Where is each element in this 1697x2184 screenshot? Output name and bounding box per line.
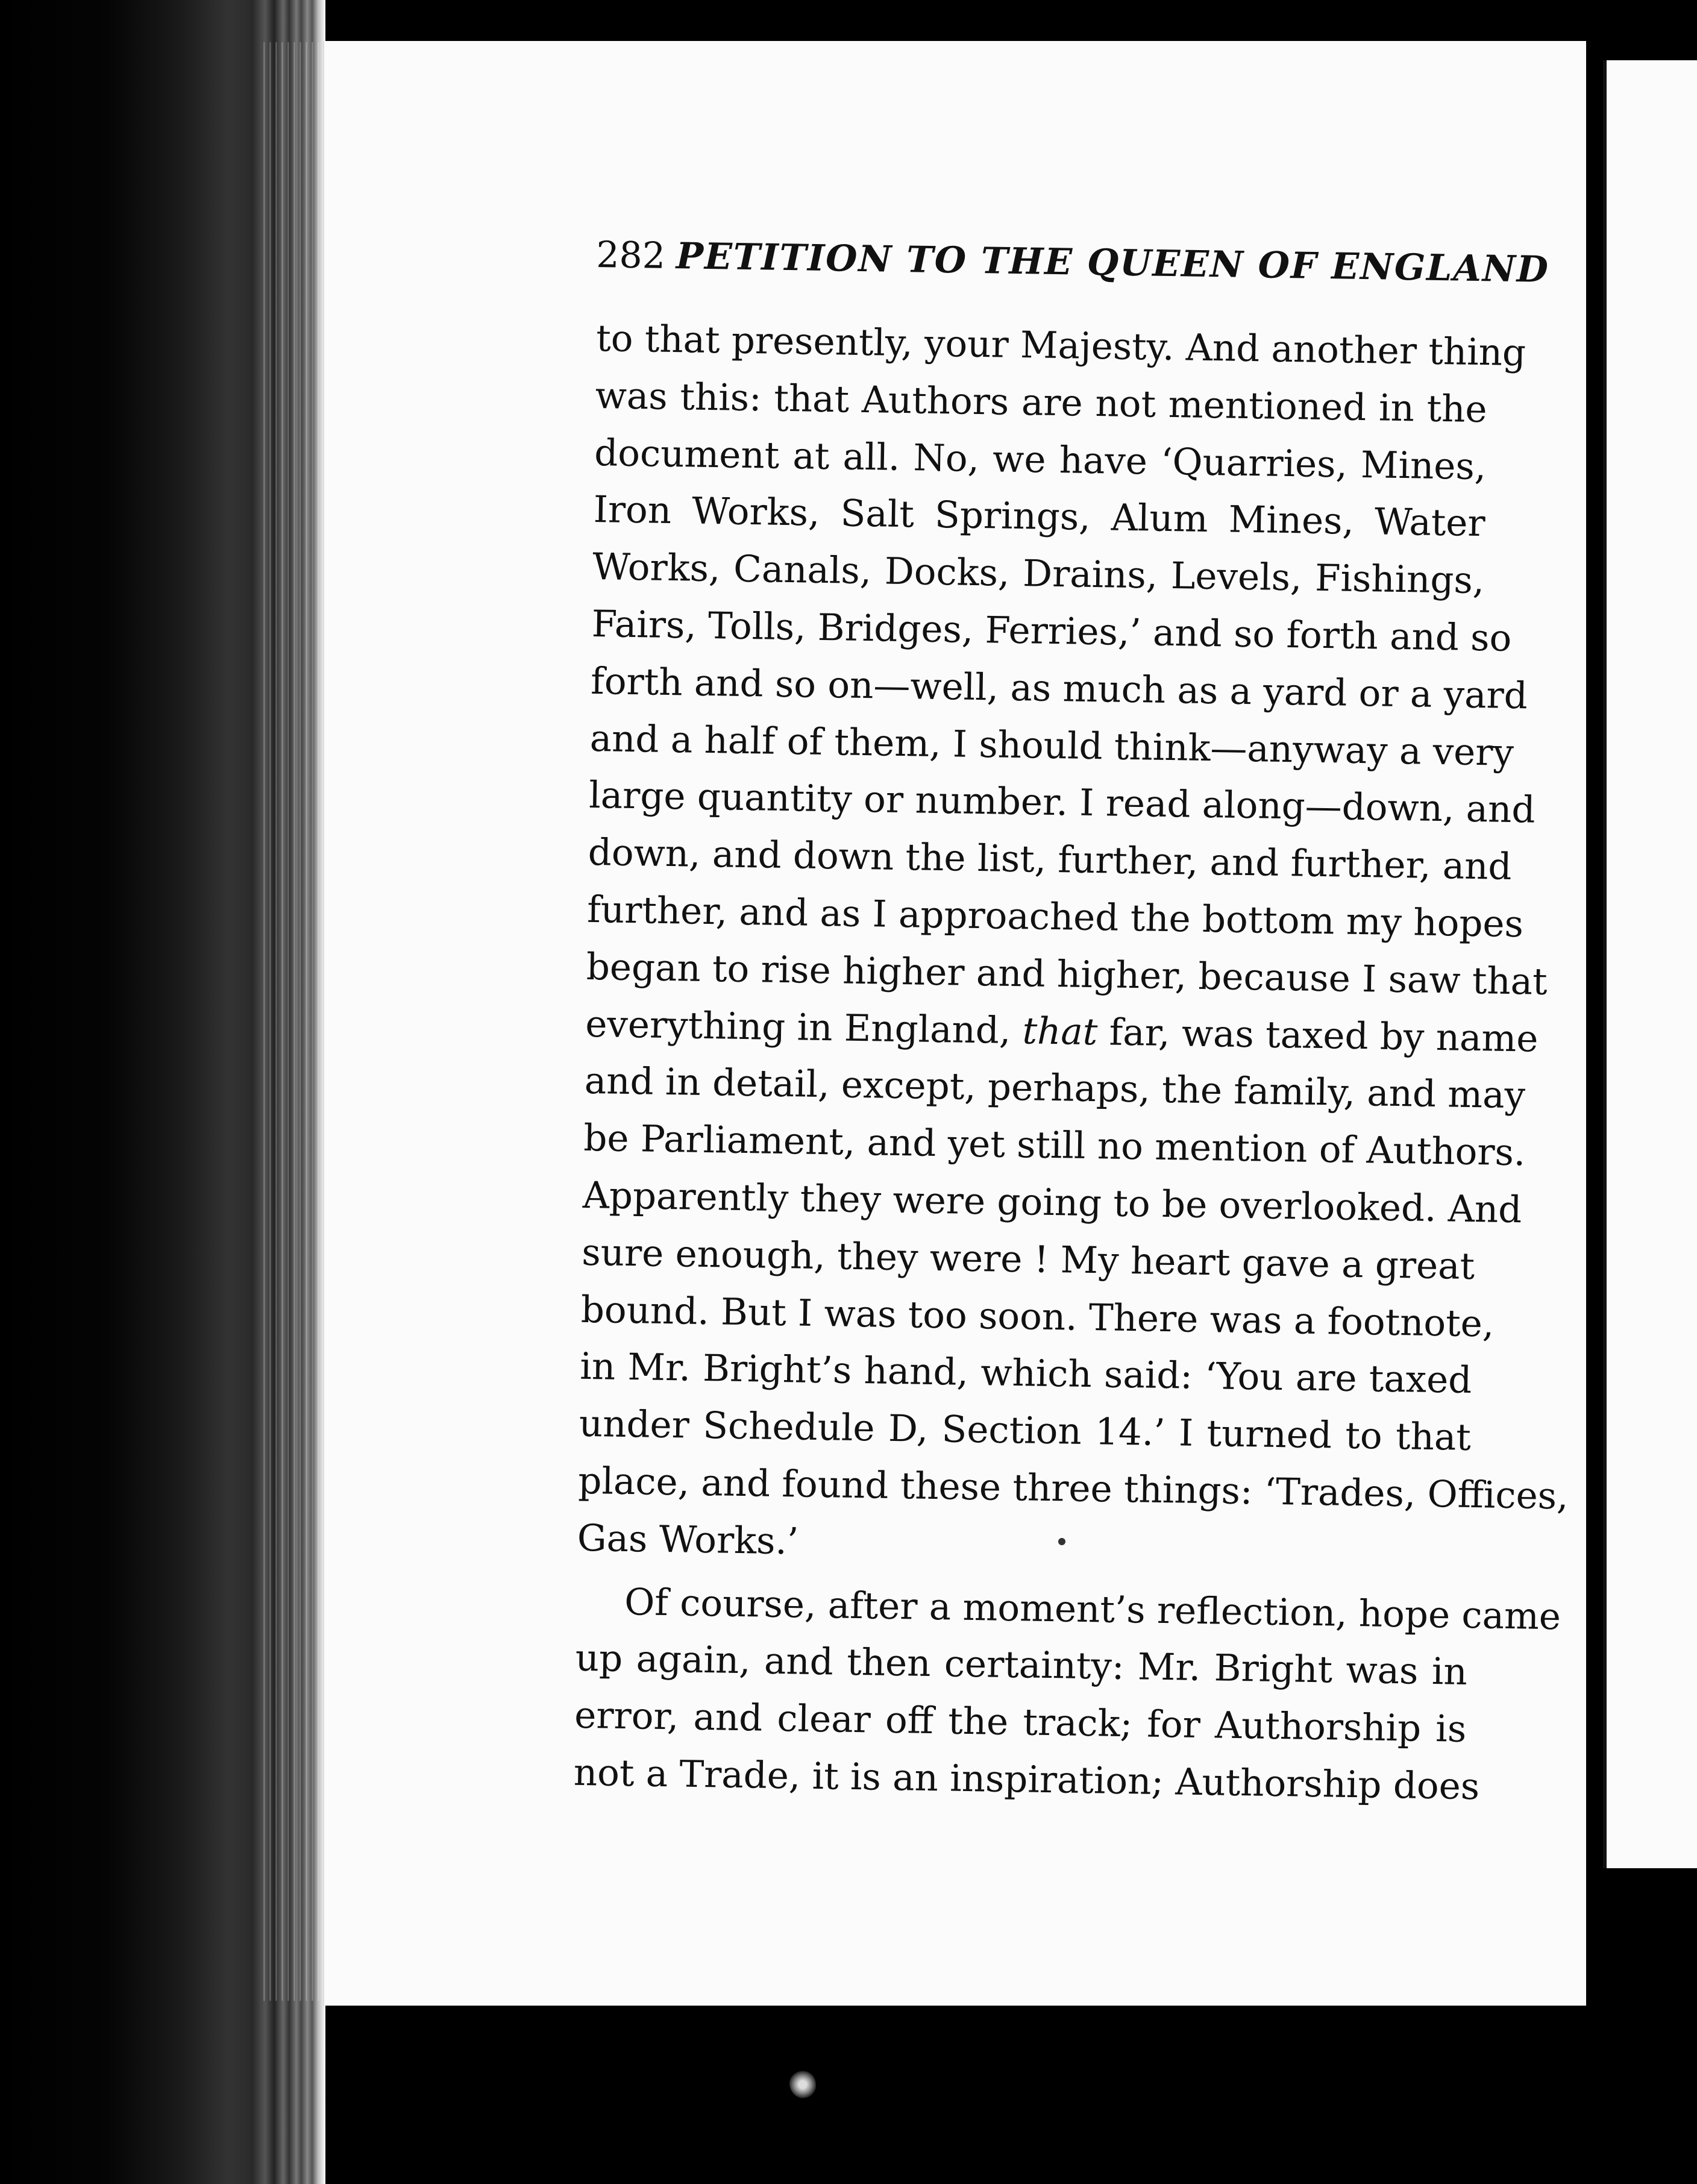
text-line: bound. But I was too soon. There was a footnote,	[580, 1288, 1495, 1346]
text-line: error, and clear off the track; for Authorship is	[574, 1693, 1467, 1751]
text-line: up again, and then certainty: Mr. Bright was in	[575, 1637, 1468, 1694]
text-line: Of course, after a moment’s reflection, hope came	[624, 1580, 1561, 1638]
scan-artifact	[789, 2071, 816, 2098]
text-line: document at all. No, we have ‘Quarries, Mines,	[594, 431, 1487, 488]
text-line: Works, Canals, Docks, Drains, Levels, Fishings,	[592, 545, 1485, 603]
text-line: in Mr. Bright’s hand, which said: ‘You are taxed	[579, 1345, 1472, 1402]
text-line: sure enough, they were ! My heart gave a great	[581, 1231, 1475, 1288]
text-segment: far, was taxed by name	[1109, 1011, 1539, 1061]
text-segment: everything in England,	[585, 1002, 1011, 1052]
text-line: not a Trade, it is an inspiration; Authorship does	[573, 1751, 1480, 1809]
text-line: forth and so on—well, as much as a yard or a yard	[590, 659, 1528, 718]
text-line: down, and down the list, further, and further, and	[588, 831, 1513, 889]
facing-page-edge	[1603, 60, 1697, 1868]
body-text	[573, 310, 1569, 1816]
text-line: Fairs, Tolls, Bridges, Ferries,’ and so forth and so	[591, 602, 1512, 660]
text-line: Apparently they were going to be overlooked. And	[582, 1173, 1522, 1232]
text-line: began to rise higher and higher, because I saw that	[586, 945, 1548, 1003]
ink-speck	[1058, 1538, 1065, 1545]
text-line: was this: that Authors are not mentioned in the	[595, 374, 1488, 431]
text-line: be Parliament, and yet still no mention of Authors.	[583, 1116, 1526, 1175]
text-line: and a half of them, I should think—anyway a very	[589, 717, 1514, 774]
text-line: large quantity or number. I read along—down, and	[588, 774, 1536, 832]
text-line: place, and found these three things: ‘Trades, Offices,	[577, 1459, 1569, 1518]
text-line: under Schedule D, Section 14.’ I turned to that	[579, 1402, 1472, 1460]
italic-word: that	[1022, 1009, 1098, 1053]
text-line: Iron Works, Salt Springs, Alum Mines, Water	[593, 488, 1486, 545]
page-number: 282	[595, 234, 666, 277]
text-line: to that presently, your Majesty. And another thing	[595, 316, 1526, 375]
running-title: PETITION TO THE QUEEN OF ENGLAND	[676, 235, 1550, 291]
page-edges	[259, 42, 325, 2001]
text-line: further, and as I approached the bottom my hopes	[586, 888, 1524, 946]
text-line: and in detail, except, perhaps, the family, and may	[584, 1059, 1526, 1117]
text-line: Gas Works.’	[577, 1516, 799, 1563]
